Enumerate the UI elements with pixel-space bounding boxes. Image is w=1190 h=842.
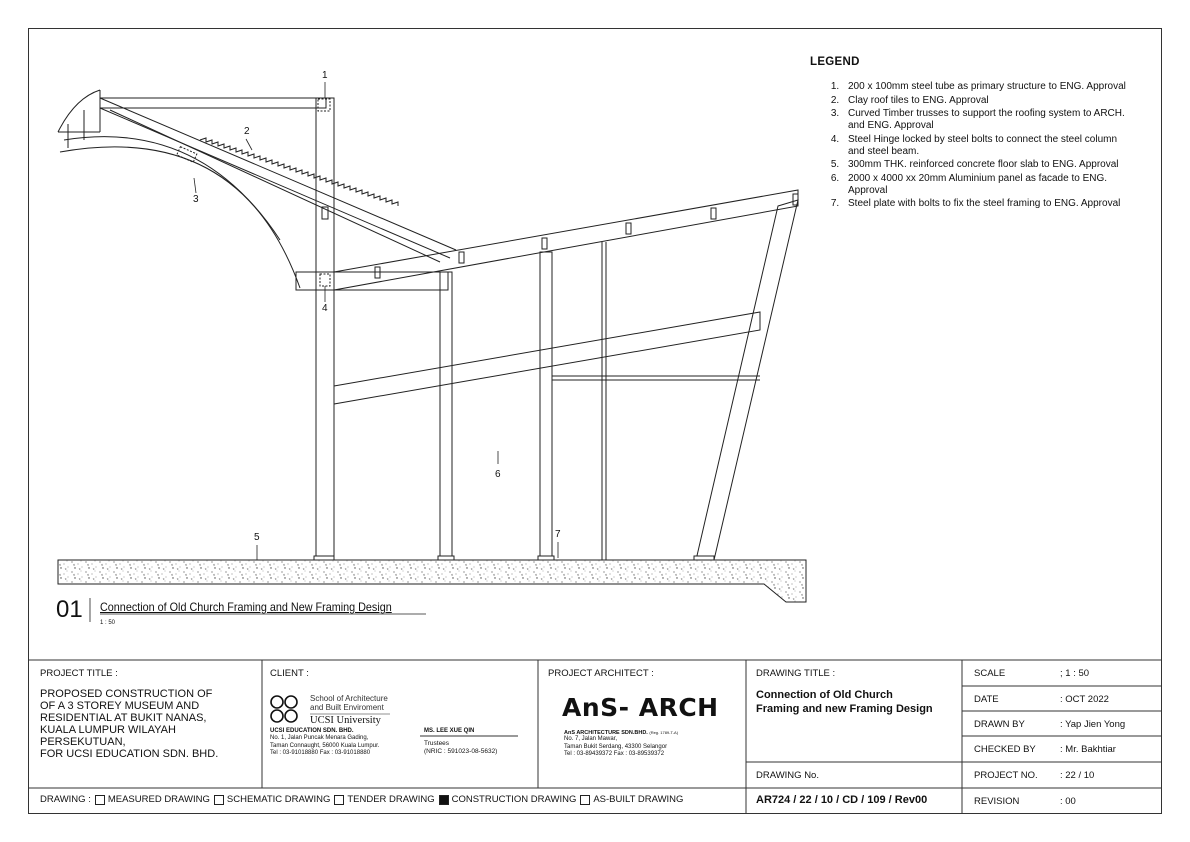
architect-company: AnS ARCHITECTURE SDN.BHD.	[564, 730, 648, 736]
primary-steel-column	[316, 98, 334, 560]
drawing-type-option: MEASURED DRAWING	[107, 794, 210, 805]
project-title-line: KUALA LUMPUR WILAYAH	[40, 724, 176, 736]
drawing-no: AR724 / 22 / 10 / CD / 109 / Rev00	[756, 794, 928, 806]
client-logo-line: and Built Enviroment	[310, 703, 384, 712]
clay-roof-tiles	[200, 138, 398, 206]
legend-item: 7. Steel plate with bolts to fix the steel framing to ENG. Approval	[842, 198, 1130, 210]
client-address-line: Taman Connaught, 56000 Kuala Lumpur.	[270, 742, 380, 749]
top-tie-beam	[100, 98, 326, 108]
architect-address-line: Tel : 03-89439372 Fax : 03-89539372	[564, 751, 665, 757]
client-label: CLIENT :	[270, 668, 309, 679]
drawing-no-label: DRAWING No.	[756, 770, 819, 781]
revision-value: : 00	[1060, 796, 1076, 807]
new-sloping-roof-beam	[334, 190, 798, 290]
project-title-line: PERSEKUTUAN,	[40, 736, 126, 748]
drawing-title-line: Framing and new Framing Design	[756, 703, 933, 715]
date-label: DATE	[974, 694, 999, 705]
legend-title: LEGEND	[810, 56, 860, 68]
view-scale: 1 : 50	[100, 620, 116, 626]
view-title: Connection of Old Church Framing and New Framing Design	[100, 600, 392, 614]
project-title	[40, 688, 218, 760]
drawing-type-row	[40, 794, 683, 805]
client-address-line: No. 1, Jalan Puncak Menara Gading,	[270, 735, 369, 741]
legend-item: 1. 200 x 100mm steel tube as primary structure to ENG. Approval	[842, 81, 1130, 93]
legend	[810, 56, 1130, 212]
drawing-type-option: SCHEMATIC DRAWING	[226, 794, 331, 805]
drawing-title	[756, 688, 933, 716]
callout-6: 6	[495, 469, 501, 480]
trustee-name: MS. LEE XUE QIN	[424, 728, 475, 734]
client-logo-name: UCSI University	[310, 715, 381, 726]
project-no-value: : 22 / 10	[1060, 770, 1095, 781]
architect-address-line: Taman Bukit Serdang, 43300 Selangor	[564, 743, 668, 750]
legend-item: 4. Steel Hinge locked by steel bolts to connect the steel column and steel beam.	[842, 134, 1130, 158]
drawn-by-label: DRAWN BY	[974, 719, 1025, 730]
ucsi-logo-mark	[271, 696, 297, 722]
drawing-type-option: TENDER DRAWING	[347, 794, 435, 805]
project-title-line: FOR UCSI EDUCATION SDN. BHD.	[40, 748, 219, 760]
drawing-type-option: CONSTRUCTION DRAWING	[451, 794, 577, 805]
drawing-type-label: DRAWING :	[40, 794, 91, 805]
scale-label: SCALE	[974, 668, 1006, 679]
callout-2: 2	[244, 126, 250, 137]
view-number: 01	[56, 596, 83, 623]
legend-item: 6. 2000 x 4000 xx 20mm Aluminium panel as facade to ENG. Approval	[842, 173, 1130, 197]
checked-by-label: CHECKED BY	[974, 744, 1036, 755]
client-logo-line: School of Architecture	[310, 694, 388, 703]
client-address	[270, 735, 379, 758]
architect-logo: AnS- ARCH	[562, 693, 719, 722]
drawing-title-line: Connection of Old Church	[756, 689, 893, 701]
client-logo-text	[310, 694, 388, 712]
legend-item: 2. Clay roof tiles to ENG. Approval	[842, 95, 1130, 107]
drawing-title-label: DRAWING TITLE :	[756, 668, 836, 679]
project-title-line: PROPOSED CONSTRUCTION OF	[40, 688, 213, 700]
callout-1: 1	[322, 70, 328, 81]
measured-drawing-checkbox[interactable]	[95, 795, 105, 805]
tender-drawing-checkbox[interactable]	[334, 795, 344, 805]
concrete-floor-slab	[58, 560, 806, 602]
diagonal-brace	[334, 312, 760, 404]
checked-by-value: : Mr. Bakhtiar	[1060, 744, 1116, 755]
callout-4: 4	[322, 303, 328, 314]
project-title-label: PROJECT TITLE :	[40, 668, 118, 679]
trustee-role: Trustees	[424, 740, 450, 747]
project-title-line: RESIDENTIAL AT BUKIT NANAS,	[40, 712, 207, 724]
callout-3: 3	[193, 194, 199, 205]
architect-label: PROJECT ARCHITECT :	[548, 668, 654, 679]
architect-address	[564, 736, 667, 759]
schematic-drawing-checkbox[interactable]	[214, 795, 224, 805]
project-title-line: OF A 3 STOREY MUSEUM AND	[40, 700, 200, 712]
old-roof-outer-curve	[58, 90, 100, 132]
as-built-drawing-checkbox[interactable]	[580, 795, 590, 805]
trustee-nric: (NRIC : 591023-08-5632)	[424, 748, 498, 755]
roof-rafter-top	[100, 98, 456, 250]
construction-drawing-checkbox[interactable]	[439, 795, 449, 805]
scale-value: ; 1 : 50	[1060, 668, 1090, 679]
trustee-info	[424, 740, 497, 756]
project-no-label: PROJECT NO.	[974, 770, 1038, 781]
drawn-by-value: : Yap Jien Yong	[1060, 719, 1126, 730]
architect-address-line: No. 7, Jalan Mawar,	[564, 736, 618, 742]
drawing-type-option: AS-BUILT DRAWING	[593, 794, 684, 805]
callout-7: 7	[555, 529, 561, 540]
callout-5: 5	[254, 532, 260, 543]
client-company: UCSI EDUCATION SDN. BHD.	[270, 728, 354, 734]
legend-item: 5. 300mm THK. reinforced concrete floor slab to ENG. Approval	[842, 159, 1130, 171]
revision-label: REVISION	[974, 796, 1020, 807]
architect-reg: (Reg. 1789-T-A)	[649, 730, 679, 735]
date-value: : OCT 2022	[1060, 694, 1109, 705]
client-address-line: Tel : 03-91018880 Fax : 03-91018880	[270, 750, 371, 756]
legend-item: 3. Curved Timber trusses to support the roofing system to ARCH. and ENG. Approval	[842, 108, 1130, 132]
